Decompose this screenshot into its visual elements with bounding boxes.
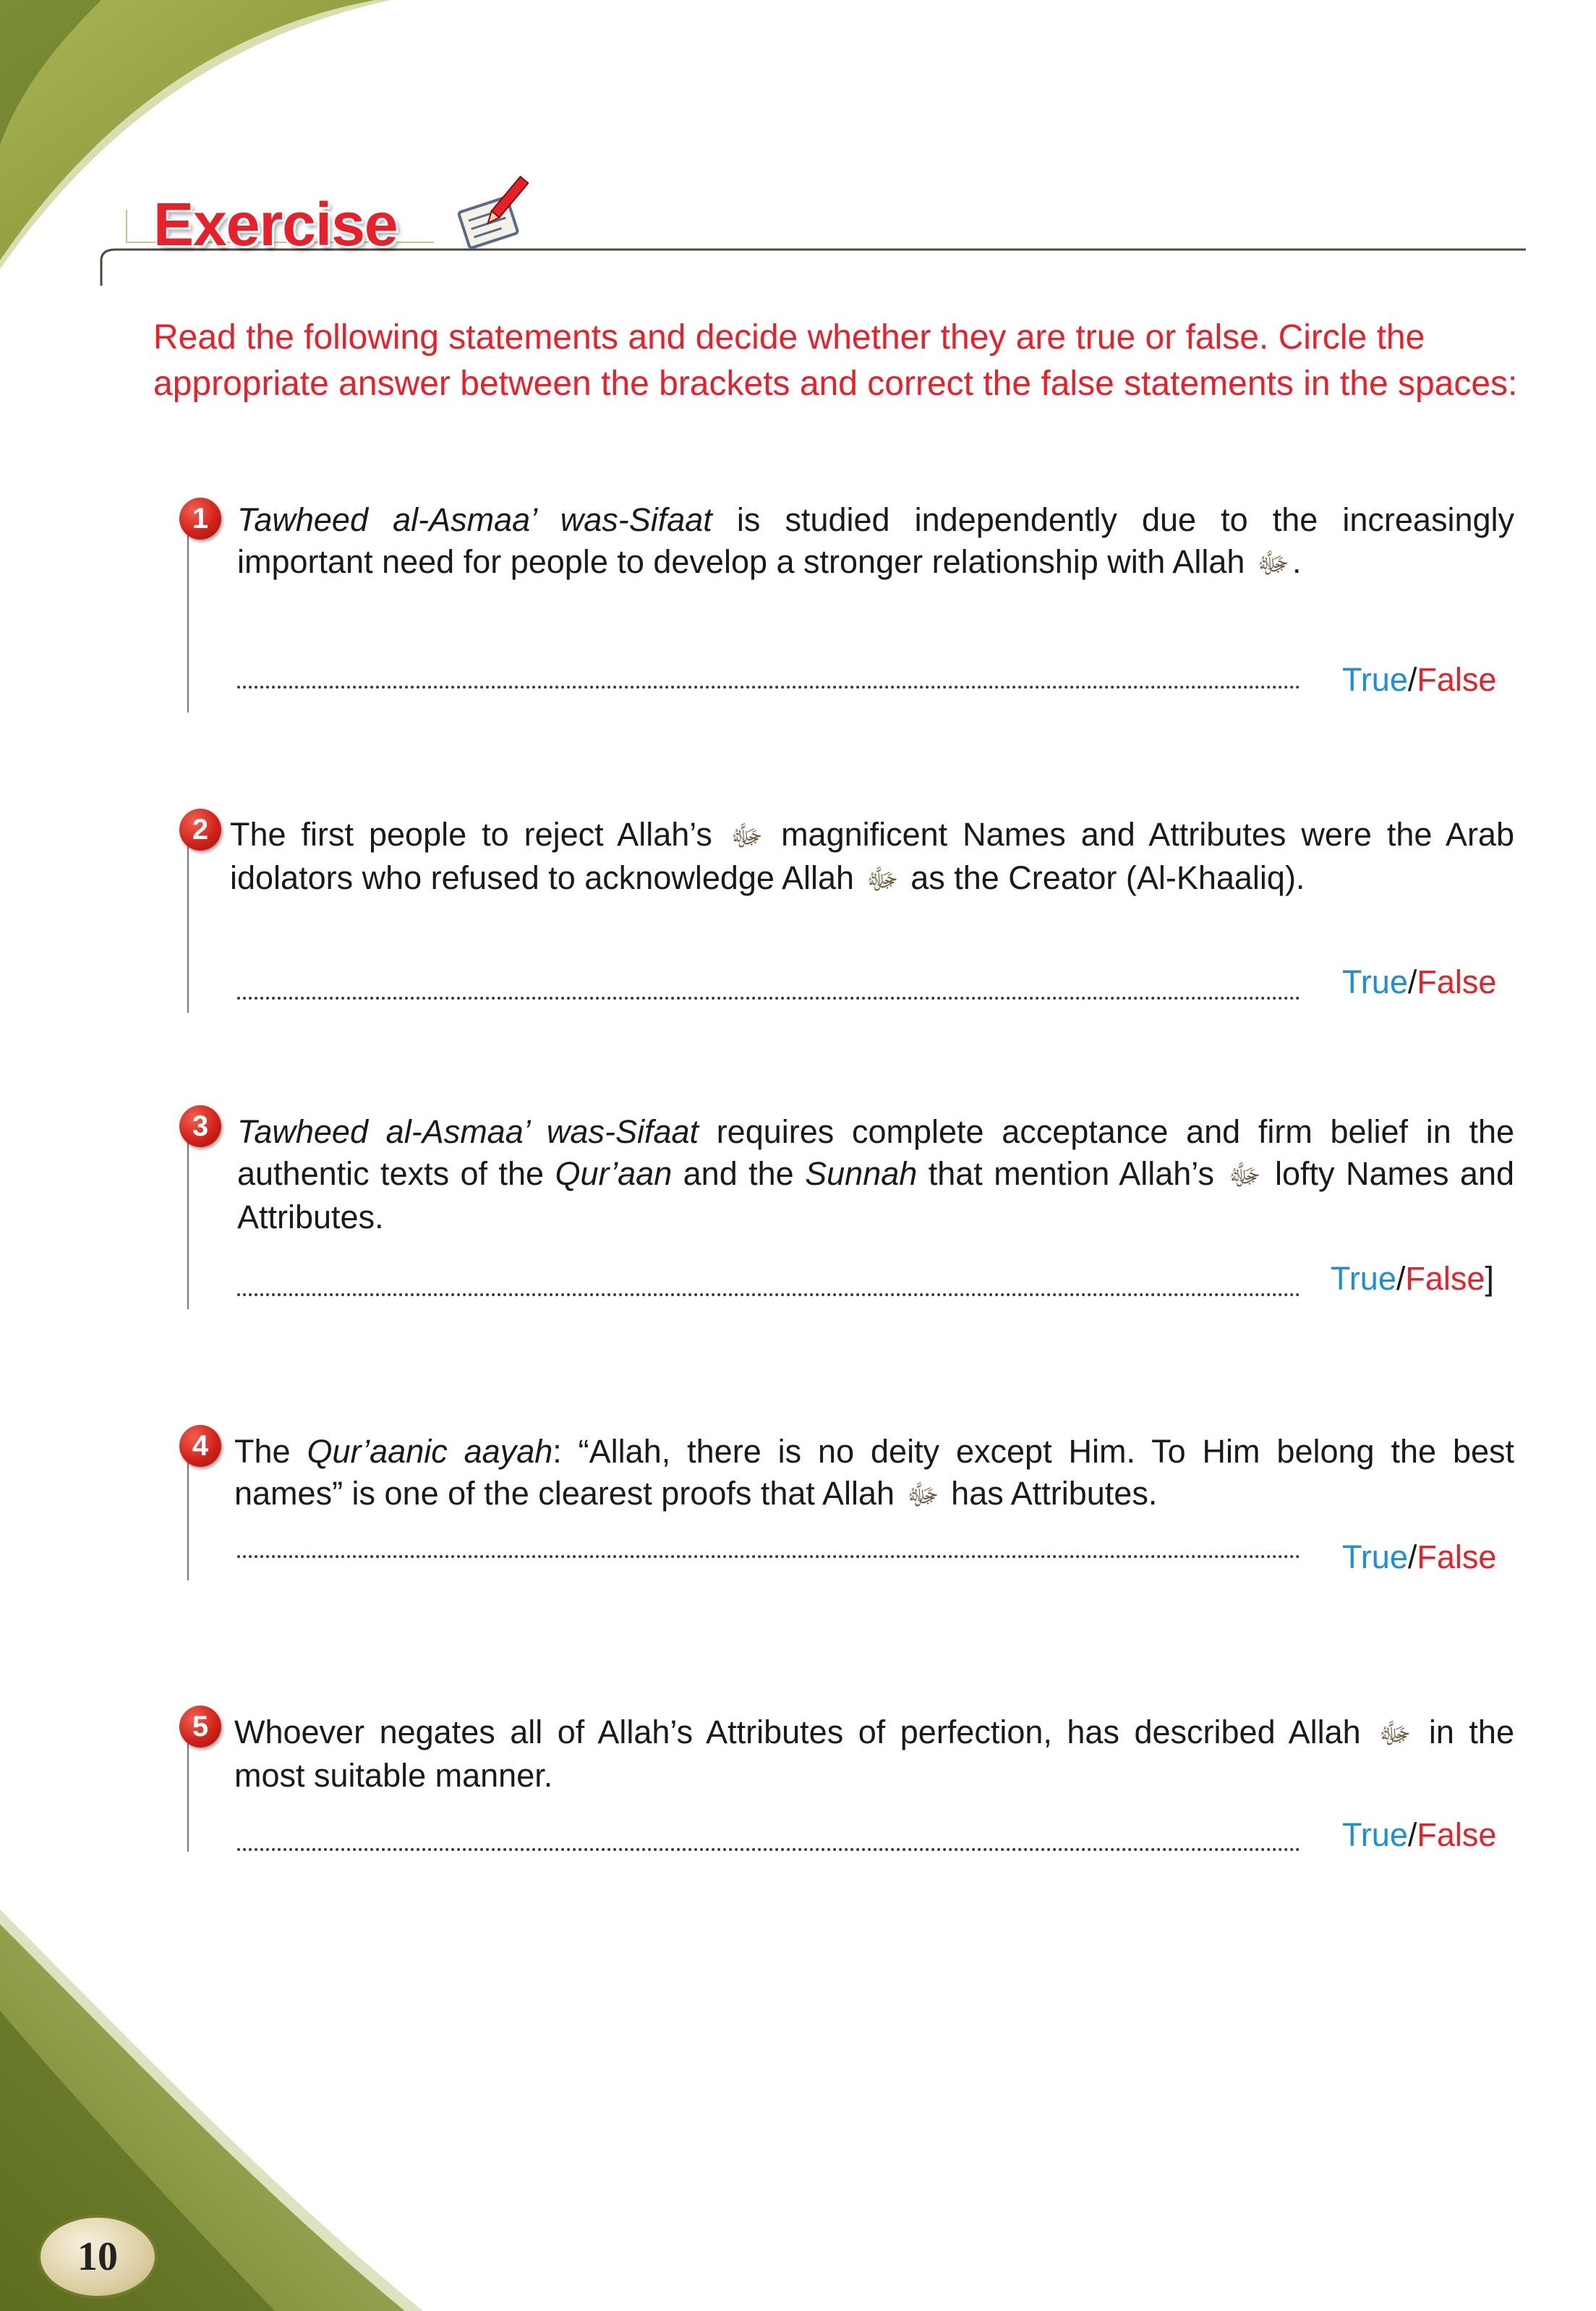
bracket: ]: [1485, 1260, 1494, 1297]
separator: /: [1407, 963, 1417, 1000]
statement-text: that mention Allah’s: [917, 1155, 1226, 1192]
statement-text: as the Creator (Al-Khaaliq).: [901, 859, 1305, 896]
true-false-choice: [1342, 964, 1496, 1000]
true-option[interactable]: True: [1342, 963, 1408, 1000]
pencil-notepad-icon: [448, 174, 535, 253]
separator: /: [1407, 1538, 1417, 1575]
statement-text: requires complete acceptance and firm belief in the authentic texts of the: [237, 1113, 1515, 1192]
question-number-badge: 4: [179, 1425, 221, 1467]
question-number-badge: 1: [179, 498, 221, 540]
italic-term: Qur’aan: [555, 1155, 673, 1192]
false-option[interactable]: False: [1417, 1816, 1497, 1853]
question-number-badge: 3: [179, 1105, 221, 1147]
statement-text: is studied independently due to the increasingly important need for people to develop a stronger relationship with Allah: [237, 501, 1514, 580]
statement-text: in the most suitable manner.: [234, 1714, 1514, 1794]
answer-line[interactable]: [237, 686, 1300, 689]
statement-text: has Attributes.: [942, 1475, 1158, 1512]
statement-text: .: [1292, 543, 1302, 580]
false-option[interactable]: False: [1417, 1538, 1497, 1575]
question-statement: [237, 1111, 1514, 1238]
true-option[interactable]: True: [1342, 1538, 1408, 1575]
true-false-choice: [1342, 1539, 1496, 1575]
question-number-badge: 2: [179, 809, 221, 851]
italic-term: Tawheed al-Asmaa’ was-Sifaat: [237, 1113, 699, 1150]
false-option[interactable]: False: [1417, 661, 1497, 698]
separator: /: [1407, 1816, 1417, 1853]
question-number-badge: 5: [179, 1706, 221, 1748]
question-statement: [237, 499, 1514, 584]
true-false-choice: [1342, 662, 1496, 698]
question-statement: [230, 814, 1514, 901]
statement-text: and the: [672, 1155, 806, 1192]
honorific-glyph: ﷻ: [1228, 1159, 1261, 1191]
statement-text: lofty Names and Attributes.: [237, 1155, 1514, 1235]
question-statement: [234, 1711, 1514, 1797]
honorific-glyph: ﷻ: [866, 864, 899, 895]
statement-text: The: [234, 1433, 307, 1470]
true-false-choice: [1342, 1817, 1496, 1853]
answer-line[interactable]: [237, 997, 1300, 1000]
answer-line[interactable]: [237, 1848, 1300, 1851]
false-option[interactable]: False: [1417, 963, 1497, 1000]
honorific-glyph: ﷻ: [1256, 548, 1290, 579]
true-option[interactable]: True: [1342, 1816, 1408, 1853]
exercise-heading: Exercise: [153, 190, 398, 258]
statement-text: Whoever negates all of Allah’s Attributes of perfection, has described Allah: [234, 1714, 1376, 1750]
question-statement: [234, 1431, 1514, 1516]
answer-line[interactable]: [237, 1293, 1300, 1296]
separator: /: [1407, 661, 1417, 698]
honorific-glyph: ﷻ: [1378, 1718, 1412, 1750]
page-number: 10: [38, 2215, 158, 2299]
honorific-glyph: ﷻ: [906, 1479, 939, 1511]
true-false-choice: [1331, 1261, 1494, 1297]
italic-term: Qur’aanic aayah: [307, 1433, 553, 1470]
honorific-glyph: ﷻ: [730, 820, 764, 852]
true-option[interactable]: True: [1331, 1260, 1396, 1297]
exercise-instructions: Read the following statements and decide whether they are true or false. Circle the appropriate answer between the brackets and correct the false statements in the spaces:: [153, 318, 1518, 403]
answer-line[interactable]: [237, 1555, 1300, 1558]
false-option[interactable]: False: [1405, 1260, 1485, 1297]
italic-term: Tawheed al-Asmaa’ was-Sifaat: [237, 501, 712, 538]
true-option[interactable]: True: [1342, 661, 1408, 698]
statement-text: The first people to reject Allah’s: [230, 816, 727, 853]
statement-text: : “Allah, there is no deity except Him. To Him belong the best names” is one of the clearest proofs that Allah: [234, 1433, 1515, 1512]
statement-text: magnificent Names and Attributes were the Arab idolators who refused to acknowledge Allah: [230, 816, 1514, 896]
separator: /: [1396, 1260, 1406, 1297]
italic-term: Sunnah: [805, 1155, 918, 1192]
